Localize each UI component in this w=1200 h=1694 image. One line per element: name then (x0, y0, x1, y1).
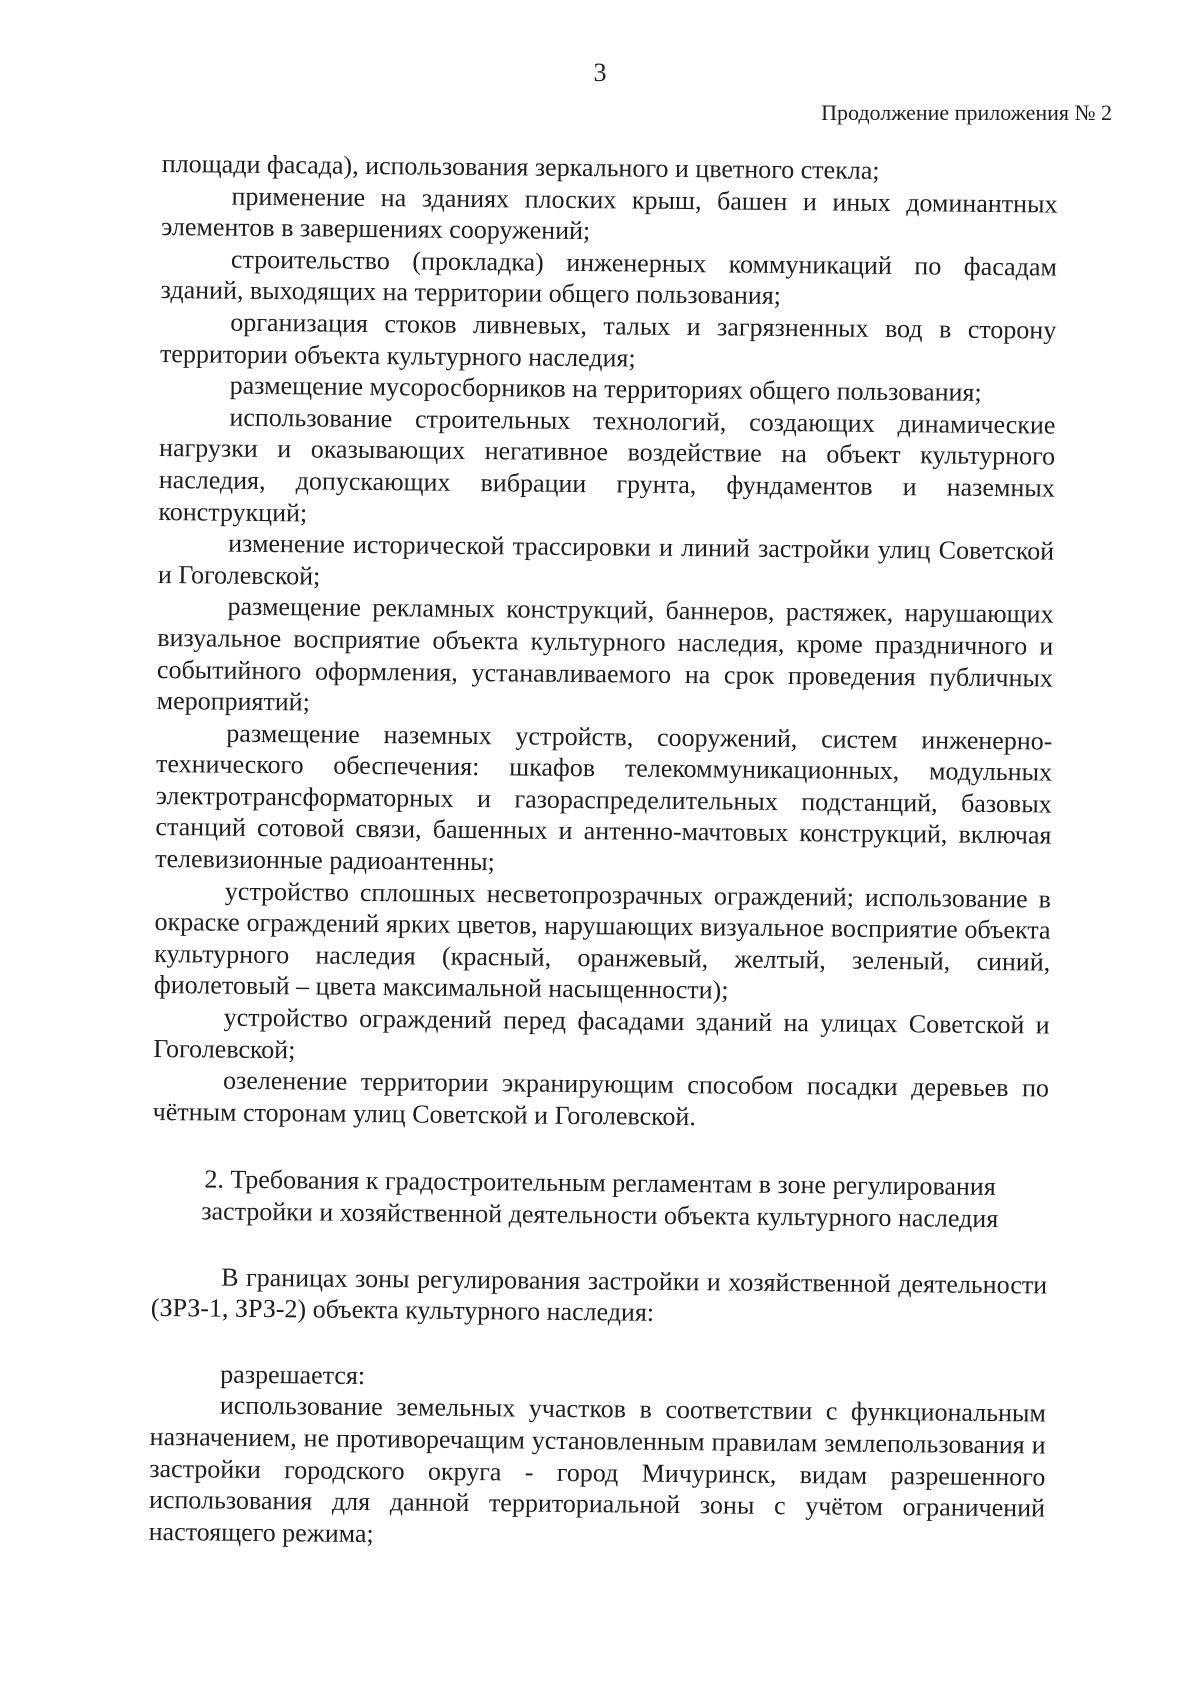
paragraph: размещение мусоросборников на территориях общего пользования; (229, 370, 982, 408)
paragraph: устройство сплошных несветопрозрачных ограждений; использование в окраске ограждений ярких цветов, нарушающих визуальное восприятие объекта культурного наследия (красный, оранжевый, желтый, зеленый, синий, фиолетовый – цвета максимальной насыщенности); (153, 876, 1051, 1005)
paragraph: применение на зданиях плоских крыш, башен и иных доминантных элементов в завершениях сооружений; (161, 181, 1058, 246)
section-2-intro: В границах зоны регулирования застройки и хозяйственной деятельности (ЗРЗ-1, ЗРЗ-2) объекта культурного наследия: (150, 1262, 1048, 1327)
allowed-label: разрешается: (220, 1359, 366, 1390)
paragraph: организация стоков ливневых, талых и загрязненных вод в сторону территории объекта культурного наследия; (159, 307, 1057, 373)
paragraph: использование строительных технологий, создающих динамические нагрузки и оказывающих негативное воздействие на объект культурного наследия, допускающих вибрации грунта, фундаментов и наземных конструкций; (158, 402, 1056, 527)
paragraph: размещение наземных устройств, сооружений, систем инженерно-технического обеспечения: шкафов телекоммуникационных, модульных электротрансформаторных и газораспределительных подстанций, базовых станций сотовой связи, башенных и антенно-мачтовых конструкций, включая телевизионные радиоантенны; (155, 718, 1053, 877)
paragraph: размещение рекламных конструкций, баннеров, растяжек, нарушающих визуальное восприятие объекта культурного наследия, кроме праздничного и событийного оформления, устанавливаемого на срок проведения публичных мероприятий; (156, 591, 1054, 717)
page-number: 3 (593, 58, 607, 87)
paragraph: устройство ограждений перед фасадами зданий на улицах Советской и Гоголевской; (153, 1002, 1050, 1064)
section-2-heading (152, 1163, 1049, 1235)
paragraph: озеленение территории экранирующим способом посадки деревьев по чётным сторонам улиц Советской и Гоголевской. (152, 1065, 1050, 1131)
paragraph: строительство (прокладка) инженерных коммуникаций по фасадам зданий, выходящих на территории общего пользования; (160, 244, 1058, 311)
appendix-continuation-label: Продолжение приложения № 2 (821, 100, 1112, 125)
allowed-item: использование земельных участков в соответствии с функциональным назначением, не противоречащим установленным правилам землепользования и застройки городского округа - город Мичуринск, видам разрешенного использования для данной территориальной зоны с учётом ограничений настоящего режима; (148, 1390, 1047, 1548)
document-body (149, 148, 1058, 1556)
paragraph: изменение исторической трассировки и линий застройки улиц Советской и Гоголевской; (157, 528, 1055, 591)
section-heading-line: 2. Требования к градостроительным регламентам в зоне регулирования (204, 1164, 996, 1202)
paragraph: площади фасада), использования зеркального и цветного стекла; (161, 148, 880, 185)
section-heading-line: застройки и хозяйственной деятельности объекта культурного наследия (201, 1196, 999, 1234)
